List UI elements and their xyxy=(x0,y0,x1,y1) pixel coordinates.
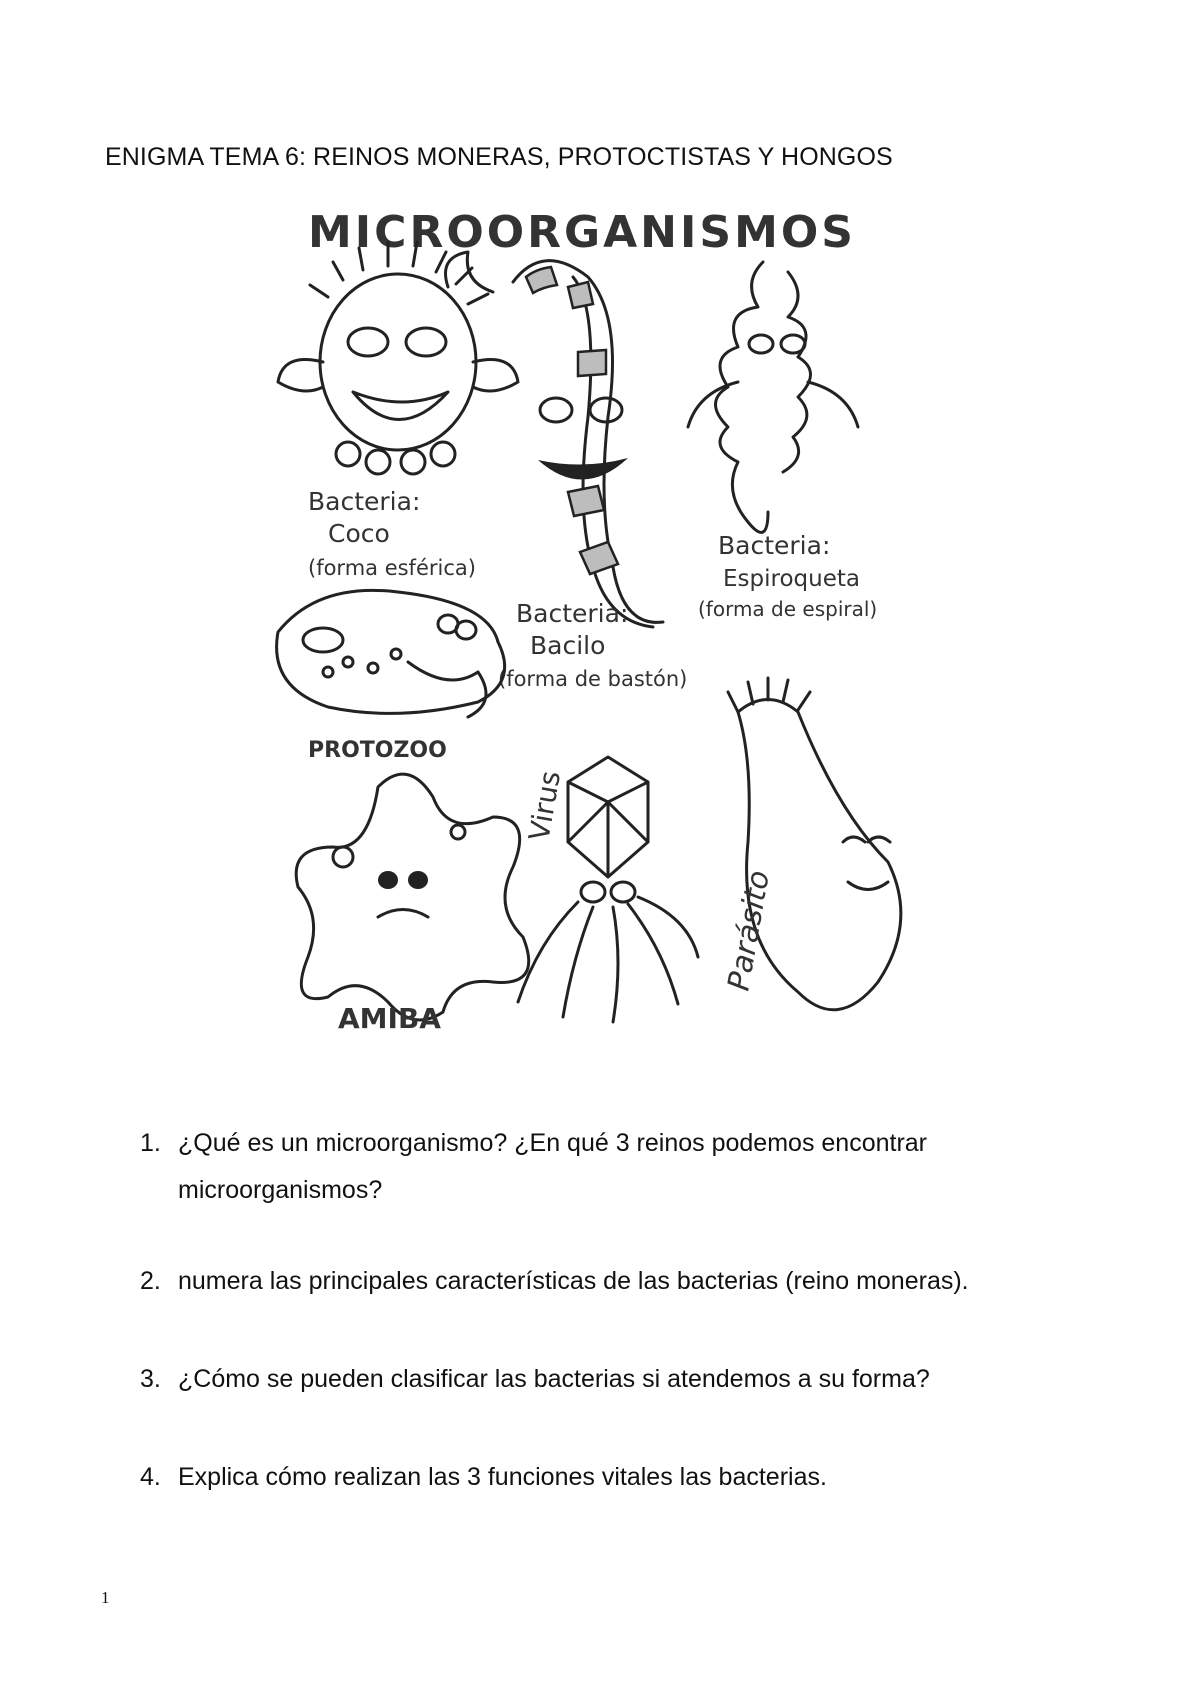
coco-label-line1: Bacteria: xyxy=(308,487,421,516)
illustration-heading: MICROORGANISMOS xyxy=(308,207,856,258)
question-number: 1. xyxy=(140,1129,161,1157)
espiroqueta-label-line3: (forma de espiral) xyxy=(698,597,878,621)
amiba-drawing xyxy=(296,774,529,1020)
microorganisms-illustration xyxy=(268,192,948,1052)
espiroqueta-label-line1: Bacteria: xyxy=(718,531,831,560)
bacilo-bacteria-drawing xyxy=(446,252,664,627)
question-2 xyxy=(140,1258,1078,1305)
question-3 xyxy=(140,1356,1078,1403)
question-number: 2. xyxy=(140,1267,161,1295)
virus-label: Virus xyxy=(522,768,568,844)
question-number: 3. xyxy=(140,1365,161,1393)
question-text: numera las principales características de las bacterias (reino moneras). xyxy=(178,1267,969,1295)
coco-bacteria-drawing xyxy=(278,242,518,474)
espiroqueta-bacteria-drawing xyxy=(688,262,858,532)
amiba-label: AMIBA xyxy=(338,1002,441,1035)
coco-label-line2: Coco xyxy=(328,519,390,548)
question-4 xyxy=(140,1454,1078,1501)
bacilo-label-line2: Bacilo xyxy=(530,631,606,660)
page-number: 1 xyxy=(101,1588,110,1607)
bacilo-label-line1: Bacteria: xyxy=(516,599,629,628)
question-number: 4. xyxy=(140,1463,161,1491)
parasito-label: Parásito xyxy=(721,867,777,994)
question-text: ¿Qué es un microorganismo? ¿En qué 3 reinos podemos encontrar microorganismos? xyxy=(178,1129,927,1204)
protozoo-label: PROTOZOO xyxy=(308,738,447,763)
page-title: ENIGMA TEMA 6: REINOS MONERAS, PROTOCTISTAS Y HONGOS xyxy=(105,143,893,171)
protozoo-drawing xyxy=(277,590,505,717)
espiroqueta-label-line2: Espiroqueta xyxy=(723,566,860,592)
question-text: ¿Cómo se pueden clasificar las bacterias si atendemos a su forma? xyxy=(178,1365,930,1393)
coco-label-line3: (forma esférica) xyxy=(308,556,476,580)
question-text: Explica cómo realizan las 3 funciones vitales las bacterias. xyxy=(178,1463,827,1491)
question-1 xyxy=(140,1120,1078,1214)
bacilo-label-line3: (forma de bastón) xyxy=(498,667,688,691)
